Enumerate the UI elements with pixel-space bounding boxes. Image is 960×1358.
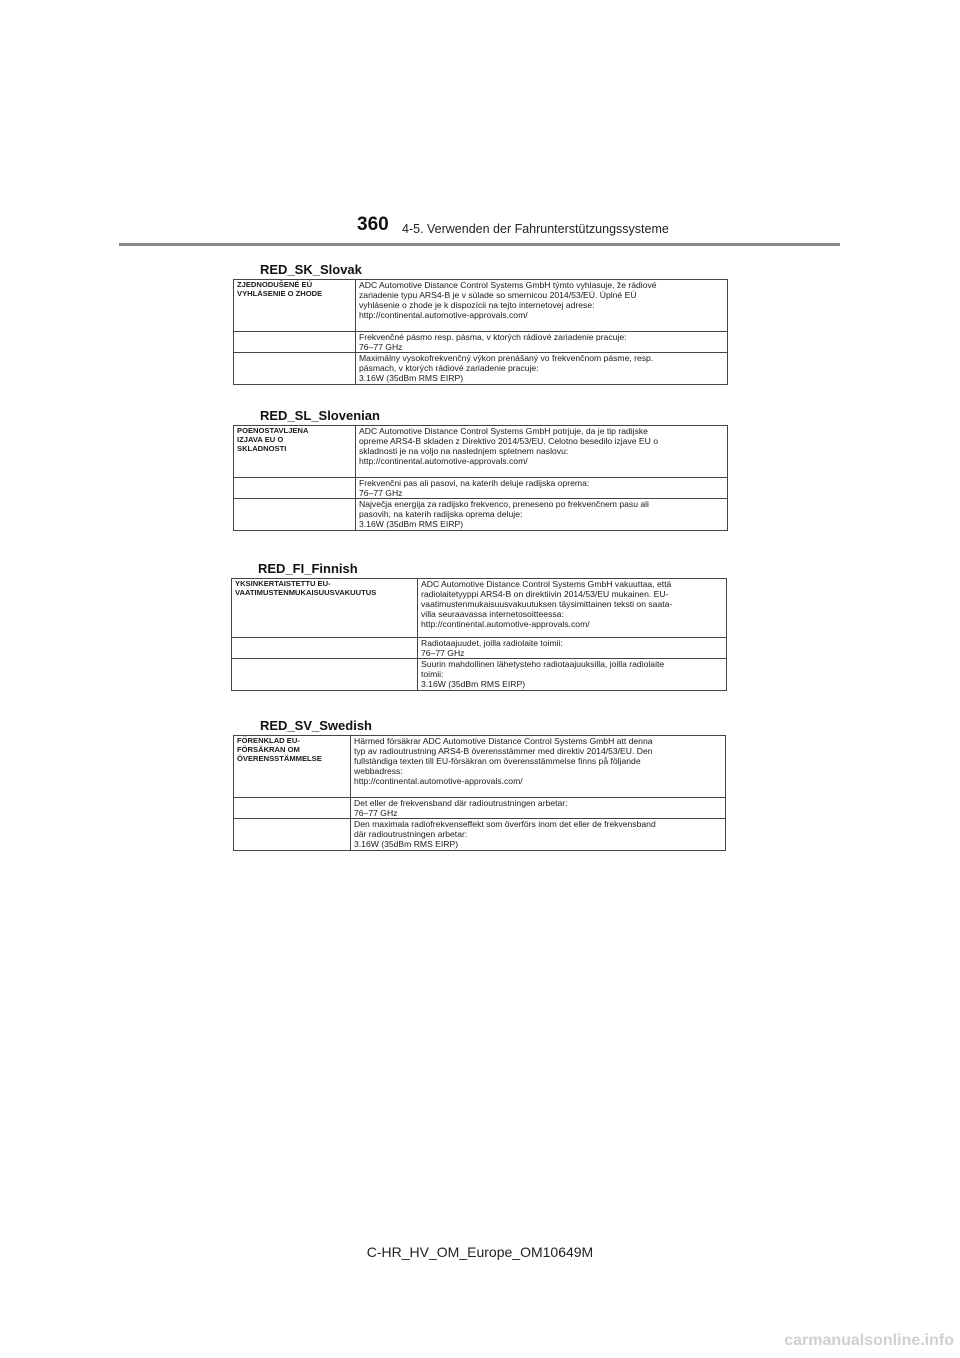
text-line: villa seuraavassa internetosoitteessa: (421, 609, 564, 619)
text-line: typ av radioutrustning ARS4-B överensstämmer med direktiv 2014/53/EU. Den (354, 746, 653, 756)
empty-label-cell (234, 478, 356, 499)
text-line: 76–77 GHz (354, 808, 398, 818)
table-row (234, 353, 728, 385)
text-line: http://continental.automotive-approvals.com/ (354, 776, 523, 786)
label-line: YKSINKERTAISTETTU EU- (235, 579, 331, 588)
table-row (234, 798, 726, 819)
declaration-table (233, 425, 728, 531)
table-row (234, 332, 728, 353)
section-title: RED_SK_Slovak (260, 262, 362, 277)
label-line: POENOSTAVLJENA (237, 426, 309, 435)
text-line: http://continental.automotive-approvals.com/ (359, 310, 528, 320)
declaration-text (418, 659, 727, 691)
label-line: VYHLÁSENIE O ZHODE (237, 289, 323, 298)
header-rule (119, 243, 840, 246)
section-title: RED_FI_Finnish (258, 561, 358, 576)
empty-label-cell (234, 499, 356, 531)
declaration-text (356, 426, 728, 478)
text-line: Največja energija za radijsko frekvenco, preneseno po frekvenčnem pasu ali (359, 499, 649, 509)
declaration-text (351, 798, 726, 819)
text-line: ADC Automotive Distance Control Systems GmbH týmto vyhlasuje, že rádiové (359, 280, 657, 290)
declaration-table (233, 735, 726, 851)
declaration-text (356, 499, 728, 531)
empty-label-cell (232, 659, 418, 691)
text-line: 3.16W (35dBm RMS EIRP) (359, 519, 464, 529)
declaration-section (233, 718, 726, 851)
table-row (234, 736, 726, 798)
label-line: ZJEDNODUŠENÉ EÚ (237, 280, 313, 289)
declaration-text (418, 638, 727, 659)
text-line: http://continental.automotive-approvals.com/ (359, 456, 528, 466)
label-line: VAATIMUSTENMUKAISUUSVAKUUTUS (235, 588, 377, 597)
declaration-label (234, 280, 356, 332)
table-row (234, 478, 728, 499)
section-title: RED_SL_Slovenian (260, 408, 380, 423)
table-row (232, 579, 727, 638)
page-number: 360 (357, 214, 389, 235)
text-line: vyhlásenie o zhode je k dispozícii na tejto internetovej adrese: (359, 300, 595, 310)
label-line: SKLADNOSTI (237, 444, 287, 453)
text-line: där radioutrustningen arbetar: (354, 829, 468, 839)
declaration-section (231, 561, 727, 691)
text-line: ADC Automotive Distance Control Systems GmbH potrjuje, da je tip radijske (359, 426, 648, 436)
text-line: radiolaitetyyppi ARS4-B on direktiivin 2014/53/EU mukainen. EU- (421, 589, 669, 599)
empty-label-cell (234, 332, 356, 353)
table-row (234, 426, 728, 478)
table-row (234, 499, 728, 531)
text-line: skladnosti je na voljo na naslednjem spletnem naslovu: (359, 446, 569, 456)
text-line: webbadress: (354, 766, 403, 776)
text-line: Den maximala radiofrekvenseffekt som överförs inom det eller de frekvensband (354, 819, 656, 829)
label-line: FÖRENKLAD EU- (237, 736, 300, 745)
table-row (234, 819, 726, 851)
declaration-table (233, 279, 728, 385)
section-title: RED_SV_Swedish (260, 718, 372, 733)
table-row (232, 638, 727, 659)
text-line: Det eller de frekvensband där radioutrustningen arbetar: (354, 798, 568, 808)
text-line: 76–77 GHz (359, 342, 403, 352)
declaration-text (351, 736, 726, 798)
declaration-label (234, 426, 356, 478)
empty-label-cell (234, 353, 356, 385)
empty-label-cell (232, 638, 418, 659)
declaration-label (232, 579, 418, 638)
text-line: Suurin mahdollinen lähetysteho radiotaajuuksilla, joilla radiolaite (421, 659, 665, 669)
declaration-text (356, 353, 728, 385)
text-line: Radiotaajuudet, joilla radiolaite toimii: (421, 638, 563, 648)
table-row (232, 659, 727, 691)
text-line: Härmed försäkrar ADC Automotive Distance Control Systems GmbH att denna (354, 736, 653, 746)
declaration-label (234, 736, 351, 798)
text-line: 3.16W (35dBm RMS EIRP) (354, 839, 459, 849)
text-line: 3.16W (35dBm RMS EIRP) (421, 679, 526, 689)
declaration-section (233, 408, 728, 531)
text-line: zariadenie typu ARS4-B je v súlade so smernicou 2014/53/EÚ. Úplné EÚ (359, 290, 637, 300)
text-line: Frekvenčné pásmo resp. pásma, v ktorých rádiové zariadenie pracuje: (359, 332, 627, 342)
declaration-section (233, 262, 728, 385)
chapter-title: 4-5. Verwenden der Fahrunterstützungssysteme (402, 222, 669, 236)
label-line: ÖVERENSSTÄMMELSE (237, 754, 322, 763)
watermark: carmanualsonline.info (784, 1332, 954, 1349)
declaration-text (418, 579, 727, 638)
table-row (234, 280, 728, 332)
declaration-table (231, 578, 727, 691)
text-line: toimii: (421, 669, 444, 679)
text-line: pasovih, na katerih radijska oprema deluje: (359, 509, 523, 519)
text-line: pásmach, v ktorých rádiové zariadenie pracuje: (359, 363, 539, 373)
text-line: 3.16W (35dBm RMS EIRP) (359, 373, 464, 383)
empty-label-cell (234, 819, 351, 851)
declaration-text (351, 819, 726, 851)
empty-label-cell (234, 798, 351, 819)
text-line: http://continental.automotive-approvals.com/ (421, 619, 590, 629)
text-line: Frekvenčni pas ali pasovi, na katerih deluje radijska oprema: (359, 478, 590, 488)
text-line: 76–77 GHz (421, 648, 465, 658)
text-line: fullständiga texten till EU-försäkran om överensstämmelse finns på följande (354, 756, 641, 766)
document-code: C-HR_HV_OM_Europe_OM10649M (366, 1244, 594, 1260)
text-line: vaatimustenmukaisuusvakuutuksen täysimittainen teksti on saata- (421, 599, 673, 609)
text-line: 76–77 GHz (359, 488, 403, 498)
text-line: Maximálny vysokofrekvenčný výkon prenášaný vo frekvenčnom pásme, resp. (359, 353, 654, 363)
declaration-text (356, 478, 728, 499)
text-line: ADC Automotive Distance Control Systems GmbH vakuuttaa, että (421, 579, 672, 589)
label-line: IZJAVA EU O (237, 435, 284, 444)
label-line: FÖRSÄKRAN OM (237, 745, 300, 754)
text-line: opreme ARS4-B skladen z Direktivo 2014/53/EU. Celotno besedilo izjave EU o (359, 436, 659, 446)
declaration-text (356, 332, 728, 353)
declaration-text (356, 280, 728, 332)
